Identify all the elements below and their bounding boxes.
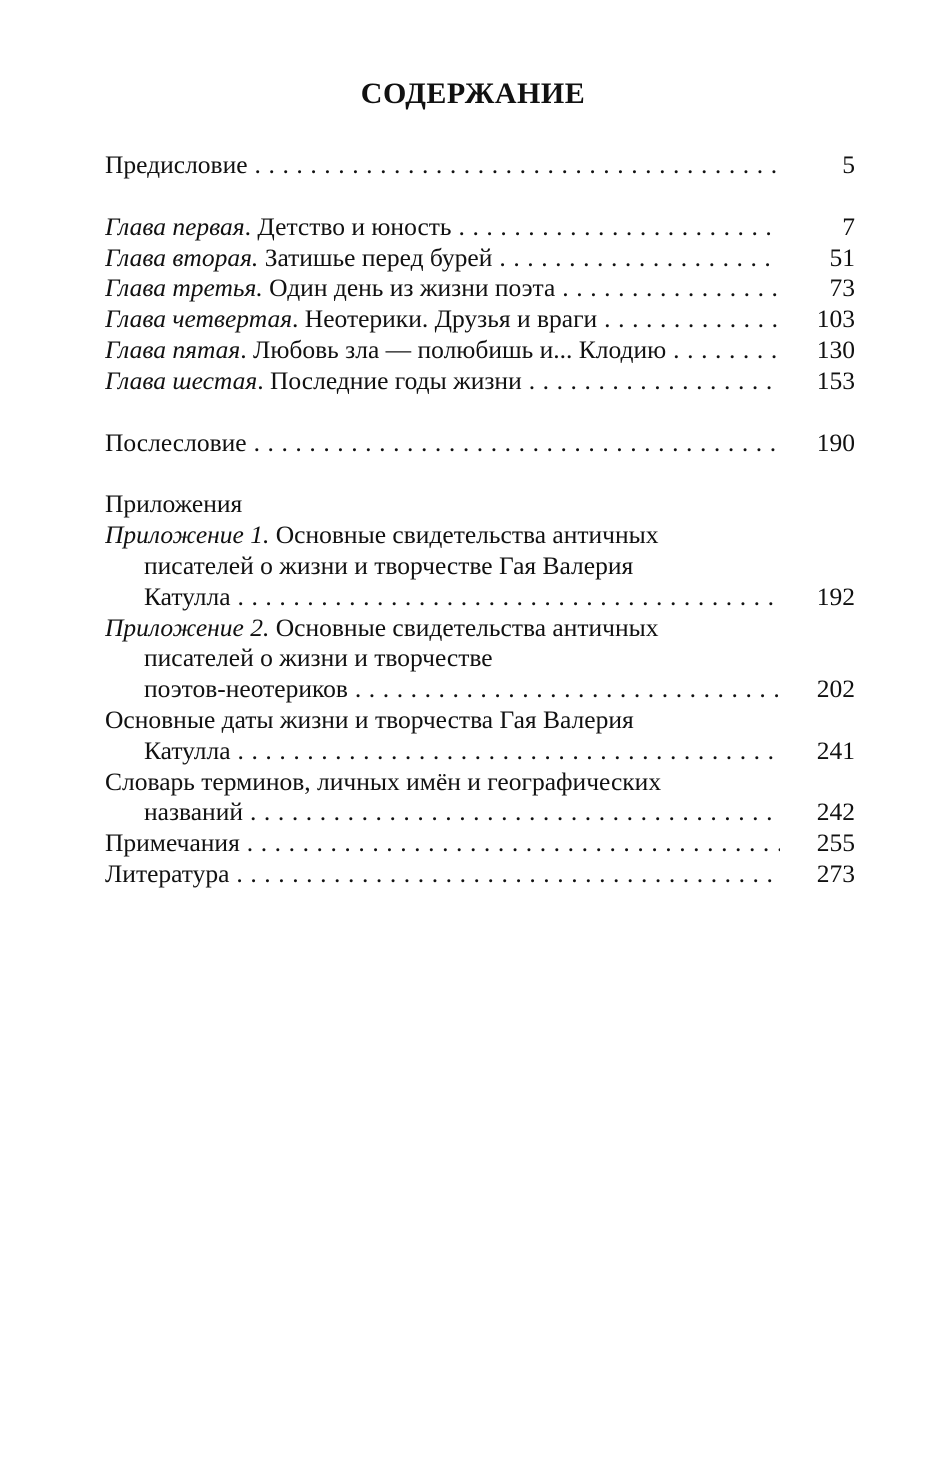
toc-entry-title: Затишье перед бурей (258, 242, 493, 272)
toc-entry-label: Глава вторая. (105, 242, 259, 272)
toc-entry-chapter-4[interactable] (105, 304, 855, 335)
toc-page-number: 5 (842, 150, 855, 179)
toc-page-number: 255 (816, 828, 855, 858)
toc-entry-label: Глава шестая (105, 365, 258, 395)
toc-entry-appendix-1-continued (105, 551, 855, 582)
toc-page-number: 273 (816, 858, 855, 888)
toc-entry-title: Основные свидетельства античных (269, 520, 659, 550)
toc-entry-title: . Последние годы жизни (257, 365, 522, 395)
toc-entry-chapter-3[interactable] (105, 273, 855, 304)
toc-entry-label: Глава пятая (105, 334, 241, 364)
toc-page-number: 51 (829, 242, 855, 272)
toc-entry-appendix-2[interactable] (105, 613, 855, 644)
toc-entry-notes[interactable] (105, 828, 855, 859)
toc-entry-label: Глава четвертая (105, 304, 293, 334)
toc-entry-dates-last-line (105, 736, 855, 767)
toc-entry-glossary-last-line (105, 797, 855, 828)
toc-page-number: 241 (816, 735, 855, 765)
toc-entry-label: Глава первая (105, 211, 245, 241)
toc-entry-title: . Детство и юность (244, 211, 452, 241)
toc-entry-appendix-2-continued (105, 643, 855, 674)
toc-entry-chapter-5[interactable] (105, 335, 855, 366)
toc-entry-title: Основные свидетельства античных (269, 612, 659, 642)
toc-page-number: 202 (816, 674, 855, 704)
toc-entry-title: поэтов-неотериков (144, 674, 348, 704)
toc-entry-chapter-6[interactable] (105, 366, 855, 397)
toc-entry-title: Катулла (144, 581, 231, 611)
toc-page-number: 103 (816, 304, 855, 334)
page-title: СОДЕРЖАНИЕ (360, 77, 586, 110)
toc-page-number: 242 (816, 797, 855, 827)
toc-entry-appendix-1-last-line (105, 582, 855, 613)
toc-entry-title: названий (144, 797, 243, 827)
toc-page-number: 192 (816, 581, 855, 611)
toc-page-number: 130 (816, 334, 855, 364)
toc-entry-title: Словарь терминов, личных имён и географических (105, 766, 662, 796)
toc-entry-afterword[interactable] (105, 428, 855, 459)
toc-section-appendices (105, 489, 855, 520)
toc-entry-title: Литература (105, 858, 230, 888)
toc-entry-glossary[interactable] (105, 767, 855, 798)
toc-entry-title: Примечания (105, 828, 240, 858)
toc-page-number: 153 (816, 365, 855, 395)
toc-entry-dates[interactable] (105, 705, 855, 736)
toc-entry-chapter-1[interactable] (105, 212, 855, 243)
toc-page-number: 190 (816, 427, 855, 457)
toc-entry-label: Приложение 1. (105, 520, 270, 550)
toc-entry-title: . Любовь зла — полюбишь и... Клодию (240, 334, 667, 364)
table-of-contents (105, 150, 855, 890)
toc-entry-title: Основные даты жизни и творчества Гая Валерия (105, 704, 634, 734)
toc-entry-literature[interactable] (105, 859, 855, 890)
toc-entry-title: Один день из жизни поэта (262, 273, 556, 303)
toc-entry-appendix-1[interactable] (105, 520, 855, 551)
toc-entry-label: Глава третья. (105, 273, 263, 303)
toc-entry-title: писателей о жизни и творчестве Гая Валерия (144, 550, 634, 580)
toc-entry-title: Катулла (144, 735, 231, 765)
toc-page-number: 73 (829, 273, 855, 303)
toc-entry-title: . Неотерики. Друзья и враги (292, 304, 598, 334)
toc-entry-title: Послесловие (105, 427, 247, 457)
toc-entry-chapter-2[interactable] (105, 243, 855, 274)
toc-entry-title: Предисловие (105, 150, 248, 179)
toc-entry-appendix-2-last-line (105, 674, 855, 705)
toc-page-number: 7 (842, 211, 855, 241)
toc-section-heading: Приложения (105, 489, 243, 519)
toc-entry-title: писателей о жизни и творчестве (144, 643, 493, 673)
toc-entry-label: Приложение 2. (105, 612, 270, 642)
toc-entry-preface[interactable] (105, 150, 855, 181)
